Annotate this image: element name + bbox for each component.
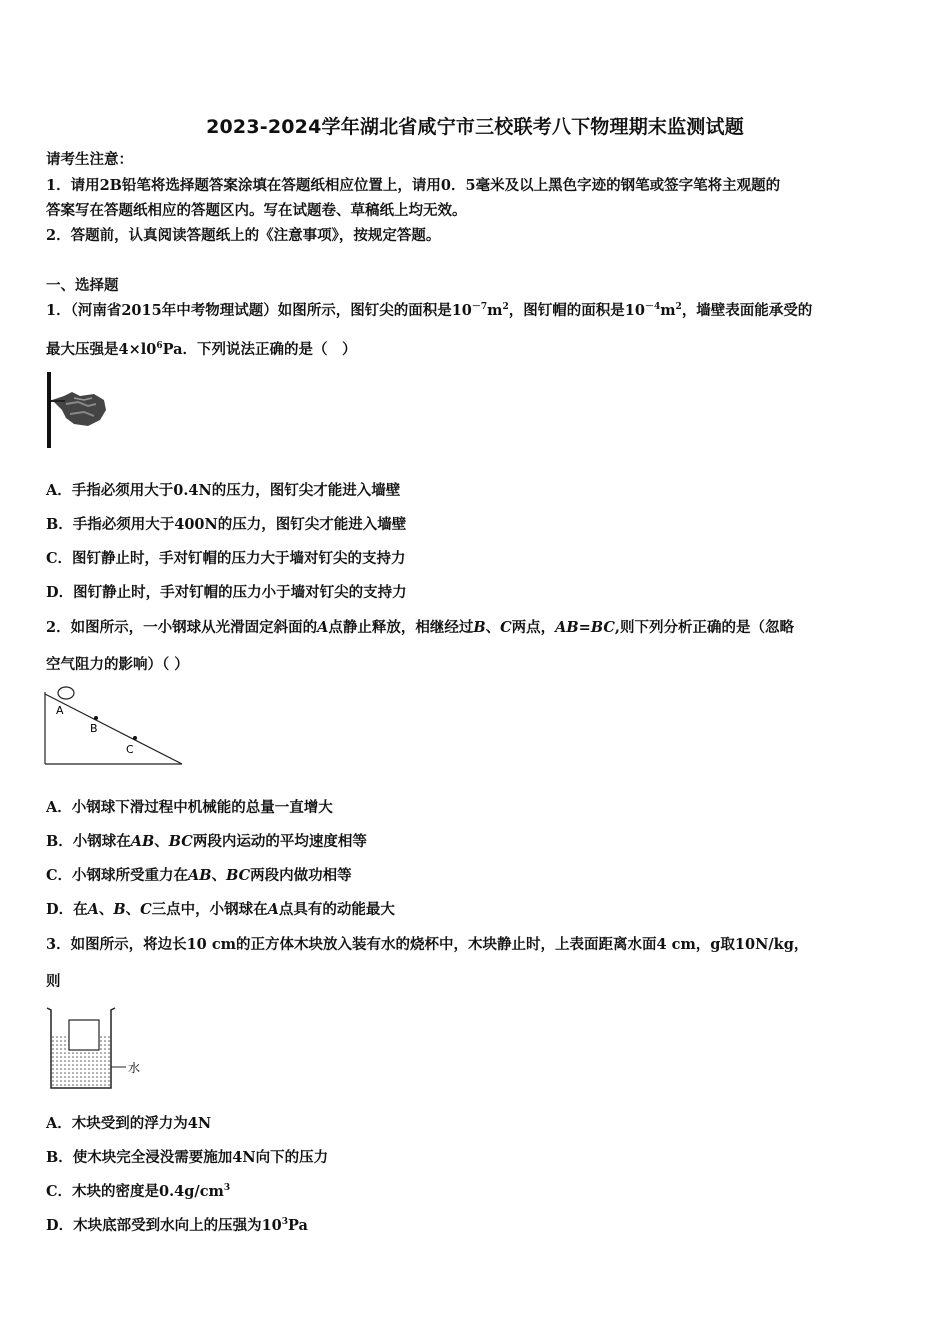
q2-option-c: C．小钢球所受重力在AB、BC两段内做功相等 [46, 867, 352, 884]
q1-option-b: B．手指必须用大于400N的压力，图钉尖才能进入墙壁 [46, 516, 407, 533]
notice-item-2: 2．答题前，认真阅读答题纸上的《注意事项》，按规定答题。 [46, 227, 441, 244]
page-title: 2023-2024学年湖北省咸宁市三校联考八下物理期末监测试题 [206, 116, 744, 138]
q2-stem-line-2: 空气阻力的影响）（ ） [46, 656, 189, 673]
q3-option-b: B．使木块完全浸没需要施加4N向下的压力 [46, 1149, 329, 1166]
q2-label-a: A [56, 704, 64, 717]
section-heading: 一、选择题 [46, 277, 119, 294]
q1-option-c: C．图钉静止时，手对钉帽的压力大于墙对钉尖的支持力 [46, 550, 406, 567]
q1-stem-line-1: 1．（河南省2015年中考物理试题）如图所示，图钉尖的面积是$10^{-7}m^2$，图钉帽的面积是$10^{-4}m^2$，墙壁表面能承受的 [46, 302, 813, 319]
q2-option-a: A．小钢球下滑过程中机械能的总量一直增大 [46, 799, 333, 816]
q1-option-d: D．图钉静止时，手对钉帽的压力小于墙对钉尖的支持力 [46, 584, 407, 601]
q1-thumbtack-figure [44, 370, 114, 450]
q2-label-b: B [90, 722, 98, 735]
q2-incline-figure [44, 684, 189, 768]
q3-stem-line-1: 3．如图所示，将边长10 cm的正方体木块放入装有水的烧杯中，木块静止时，上表面距离水面4 cm，g取10N/kg， [46, 936, 809, 953]
q3-option-a: A．木块受到的浮力为4N [46, 1115, 212, 1132]
q3-beaker-figure [44, 1004, 154, 1094]
q3-option-d: D．木块底部受到水向上的压强为$10^3Pa$ [46, 1217, 308, 1234]
q2-label-c: C [126, 743, 134, 756]
q1-stem-line-2: 最大压强是$4\times l0^6Pa$．下列说法正确的是（ ） [46, 341, 357, 358]
q2-option-d: D．在A、B、C三点中，小钢球在A点具有的动能最大 [46, 901, 395, 918]
q3-water-label: 水 [128, 1061, 141, 1075]
q2-stem-line-1: 2．如图所示，一小钢球从光滑固定斜面的A点静止释放，相继经过B、C两点，AB=BC,则下列分析正确的是（忽略 [46, 619, 794, 636]
notice-heading: 请考生注意： [46, 151, 133, 168]
q3-option-c: C．木块的密度是$0.4g/cm^3$ [46, 1183, 231, 1200]
q3-stem-line-2: 则 [46, 973, 61, 990]
q1-option-a: A．手指必须用大于0.4N的压力，图钉尖才能进入墙壁 [46, 482, 401, 499]
notice-item-1-line-2: 答案写在答题纸相应的答题区内。写在试题卷、草稿纸上均无效。 [46, 202, 467, 219]
q2-option-b: B．小钢球在AB、BC两段内运动的平均速度相等 [46, 833, 367, 850]
notice-item-1-line-1: 1．请用2B铅笔将选择题答案涂填在答题纸相应位置上，请用0．5毫米及以上黑色字迹的钢笔或签字笔将主观题的 [46, 177, 781, 194]
